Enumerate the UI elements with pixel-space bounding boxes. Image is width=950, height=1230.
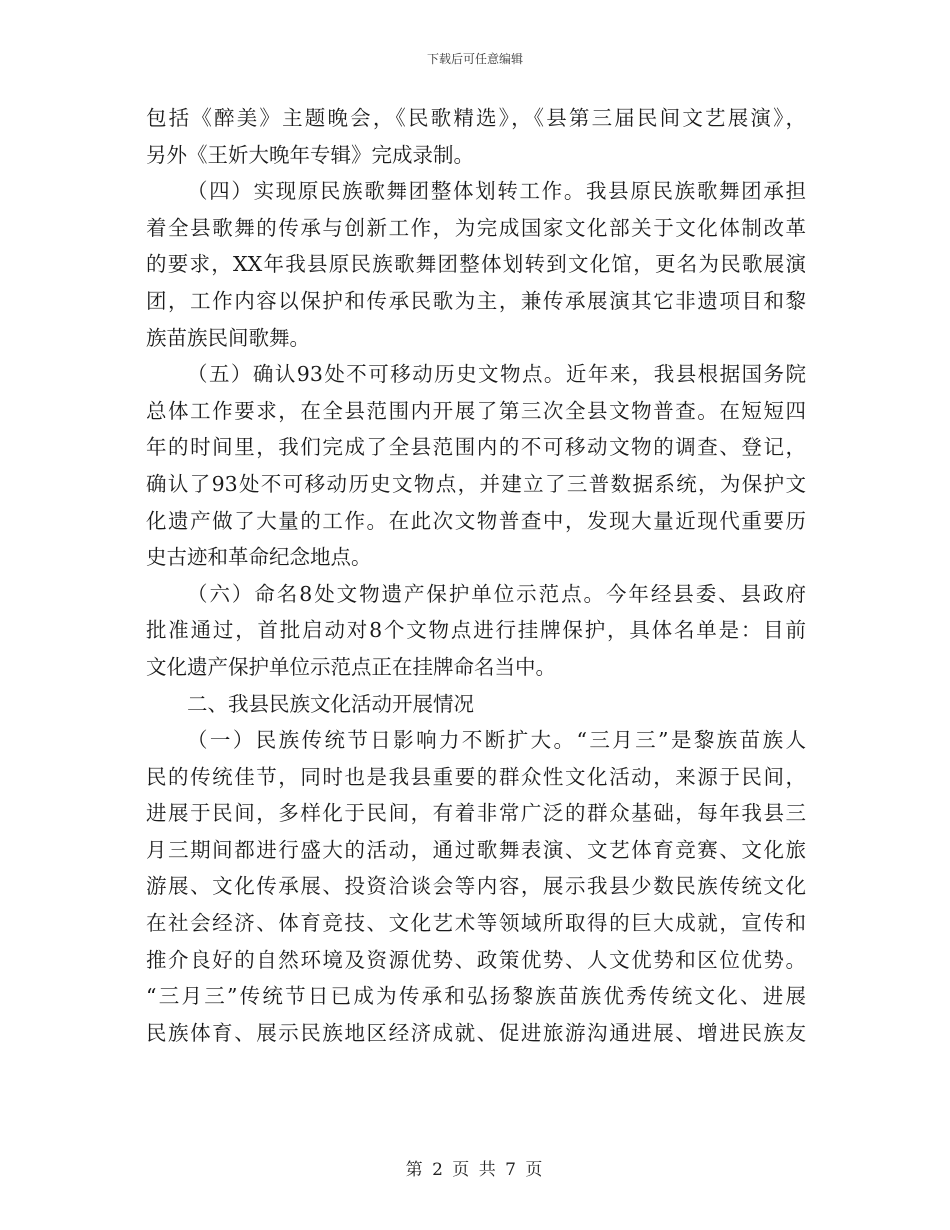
text-line: 在社会经济、体育竞技、文化艺术等领域所取得的巨大成就，宣传和	[146, 911, 806, 936]
text-line: 化遗产做了大量的工作。在此次文物普查中，发现大量近现代重要历	[146, 508, 806, 533]
text-line: （六）命名8处文物遗产保护单位示范点。今年经县委、县政府	[187, 581, 806, 606]
text-line: 的要求，XX年我县原民族歌舞团整体划转到文化馆，更名为民歌展演	[146, 252, 806, 277]
text-line: 民的传统佳节，同时也是我县重要的群众性文化活动，来源于民间，	[146, 764, 806, 789]
text-line: （四）实现原民族歌舞团整体划转工作。我县原民族歌舞团承担	[187, 179, 806, 204]
text-line: 推介良好的自然环境及资源优势、政策优势、人文优势和区位优势。	[146, 947, 806, 972]
document-body	[146, 100, 806, 1051]
text-line: （五）确认93处不可移动历史文物点。近年来，我县根据国务院	[187, 362, 806, 387]
text-line: 批准通过，首批启动对8个文物点进行挂牌保护，具体名单是：目前	[146, 618, 806, 643]
page-number-footer: 第 2 页 共 7 页	[405, 1160, 545, 1180]
text-line: “三月三”传统节日已成为传承和弘扬黎族苗族优秀传统文化、进展	[146, 984, 806, 1009]
text-line: 月三期间都进行盛大的活动，通过歌舞表演、文艺体育竞赛、文化旅	[146, 837, 806, 862]
text-line: 民族体育、展示民族地区经济成就、促进旅游沟通进展、增进民族友	[146, 1020, 806, 1045]
page-header: 下载后可任意编辑	[426, 52, 523, 66]
text-line: 进展于民间，多样化于民间，有着非常广泛的群众基础，每年我县三	[146, 801, 806, 826]
text-line: 另外《王妡大晚年专辑》完成录制。	[146, 142, 474, 167]
text-line: 文化遗产保护单位示范点正在挂牌命名当中。	[146, 654, 556, 679]
text-line: 总体工作要求，在全县范围内开展了第三次全县文物普查。在短短四	[146, 398, 806, 423]
text-line: 史古迹和革命纪念地点。	[146, 545, 372, 570]
text-line: （一）民族传统节日影响力不断扩大。“三月三”是黎族苗族人	[187, 728, 806, 753]
text-line: 年的时间里，我们完成了全县范围内的不可移动文物的调查、登记，	[146, 435, 806, 460]
text-line: 着全县歌舞的传承与创新工作，为完成国家文化部关于文化体制改革	[146, 215, 806, 240]
text-line: 包括《醉美》主题晚会，《民歌精选》，《县第三届民间文艺展演》，	[146, 106, 806, 130]
text-line: 二、我县民族文化活动开展情况	[187, 691, 474, 716]
text-line: 游展、文化传承展、投资洽谈会等内容，展示我县少数民族传统文化	[146, 874, 806, 899]
text-line: 族苗族民间歌舞。	[146, 325, 310, 350]
text-line: 确认了93处不可移动历史文物点，并建立了三普数据系统，为保护文	[146, 471, 806, 496]
text-line: 团，工作内容以保护和传承民歌为主，兼传承展演其它非遗项目和黎	[146, 288, 806, 313]
